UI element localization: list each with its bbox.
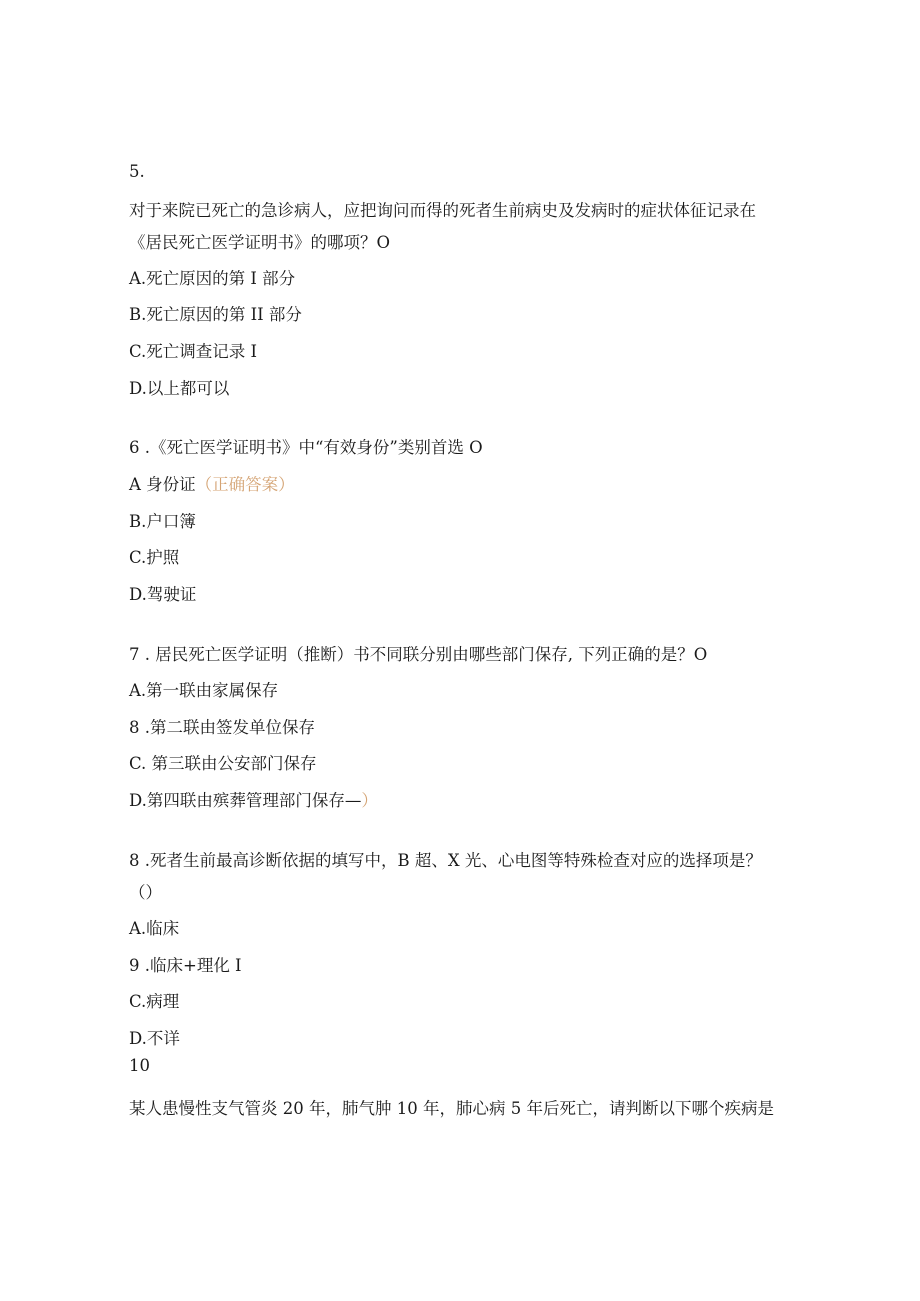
question-5-stem-line1: 对于来院已死亡的急诊病人，应把询问而得的死者生前病史及发病时的症状体征记录在 <box>129 201 756 220</box>
question-5-option-b: B.死亡原因的第 II 部分 <box>129 305 302 324</box>
question-5-option-d: D.以上都可以 <box>129 379 230 398</box>
question-6-option-a-text: A 身份证 <box>129 475 196 494</box>
question-6-option-c: C.护照 <box>129 548 180 567</box>
question-5-stem-line2: 《居民死亡医学证明书》的哪项？O <box>129 233 391 252</box>
question-7-option-a: A.第一联由家属保存 <box>129 681 279 700</box>
question-6-stem: 6 .《死亡医学证明书》中“有效身份”类别首选 O <box>129 438 483 457</box>
correct-answer-mark: （正确答案） <box>195 475 295 494</box>
question-6-option-d: D.驾驶证 <box>129 585 197 604</box>
question-5-number: 5. <box>129 162 145 181</box>
question-8-stem-line1: 8 .死者生前最高诊断依据的填写中，B 超、X 光、心电图等特殊检查对应的选择项是？ <box>129 851 762 870</box>
question-8-option-c: C.病理 <box>129 992 180 1011</box>
question-6-option-b: B.户口簿 <box>129 512 196 531</box>
question-5-option-c: C.死亡调查记录 I <box>129 342 258 361</box>
answer-mark: ） <box>361 791 378 810</box>
question-8-option-b: 9 .临床+理化 I <box>129 956 242 975</box>
question-10-number: 10 <box>129 1056 150 1075</box>
question-7-stem: 7 . 居民死亡医学证明（推断）书不同联分别由哪些部门保存, 下列正确的是？O <box>129 645 708 664</box>
question-7-option-d <box>129 790 378 812</box>
question-7-option-b: 8 .第二联由签发单位保存 <box>129 718 315 737</box>
question-8-option-a: A.临床 <box>129 919 180 938</box>
question-7-option-d-text: D.第四联由殡葬管理部门保存— <box>129 791 362 810</box>
question-6-option-a <box>129 474 295 496</box>
question-10-stem-line1: 某人患慢性支气管炎 20 年，肺气肿 10 年，肺心病 5 年后死亡，请判断以下哪个疾病是 <box>129 1099 774 1118</box>
question-8-stem-line2: （） <box>129 883 162 902</box>
question-8-option-d: D.不详 <box>129 1029 180 1048</box>
question-5-option-a: A.死亡原因的第 I 部分 <box>129 269 296 288</box>
question-7-option-c: C. 第三联由公安部门保存 <box>129 754 317 773</box>
